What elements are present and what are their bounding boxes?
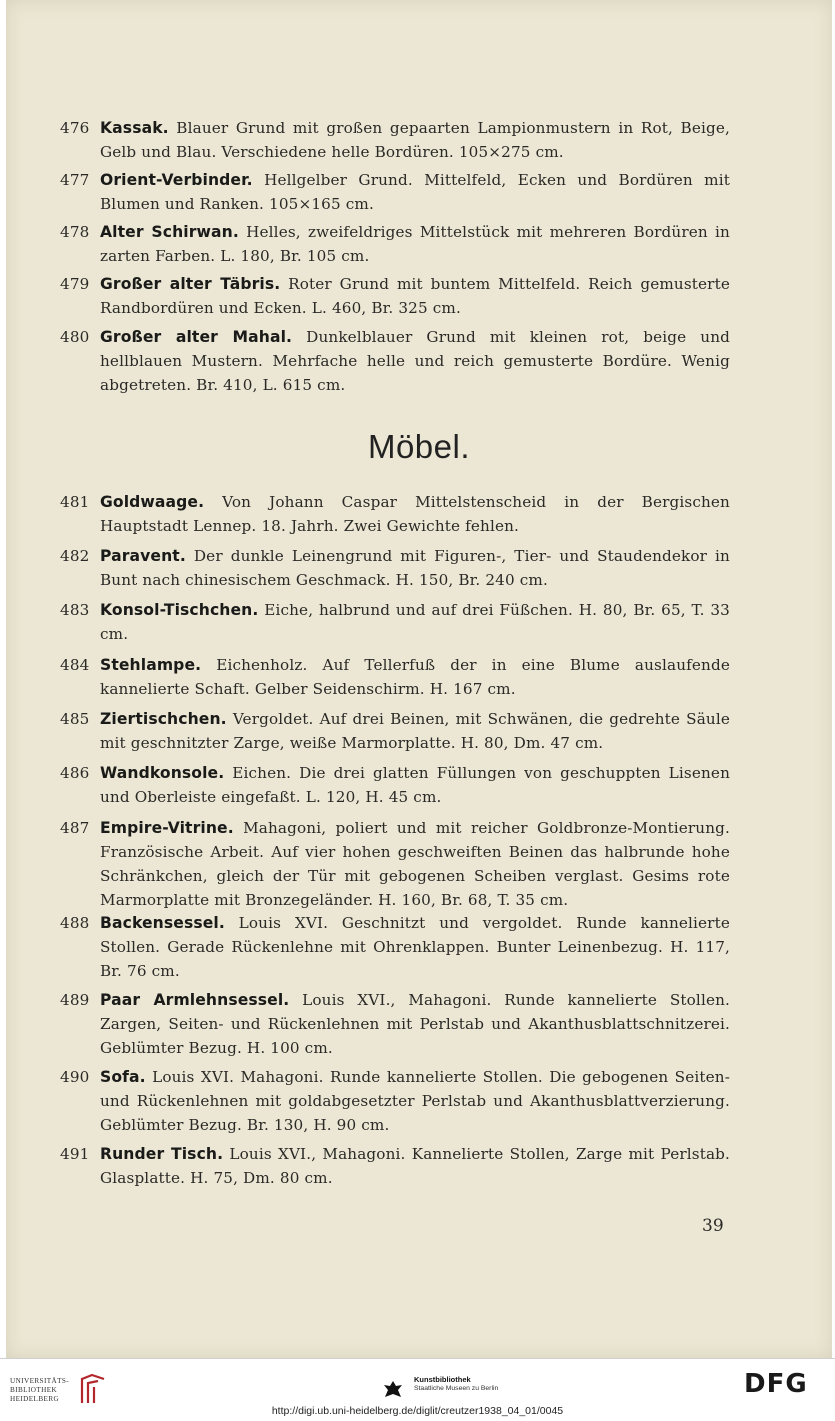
catalog-entry: [62, 325, 730, 397]
catalog-entry: [62, 220, 730, 268]
catalog-entry: [62, 1142, 730, 1190]
catalog-entry: [62, 816, 730, 912]
entry-description: Dunkelblauer Grund mit kleinen rot, beige und hellblauen Mustern. Mehrfache helle und reich gemusterte Bordüre. Wenig abgetreten. Br. 410, L. 615 cm.: [100, 328, 731, 394]
entry-name: Empire-Vitrine.: [100, 819, 234, 837]
entry-name: Konsol-Tischchen.: [100, 601, 259, 619]
entry-name: Backensessel.: [100, 914, 225, 932]
entry-number: 483: [60, 601, 90, 619]
entry-name: Orient-Verbinder.: [100, 171, 253, 189]
entry-name: Goldwaage.: [100, 493, 205, 511]
entry-number: 490: [60, 1068, 90, 1086]
entry-description: Blauer Grund mit großen gepaarten Lampionmustern in Rot, Beige, Gelb und Blau. Verschiedene helle Bordüren. 105×275 cm.: [100, 119, 731, 161]
entry-name: Wandkonsole.: [100, 764, 225, 782]
entry-name: Kassak.: [100, 119, 169, 137]
entry-name: Paar Armlehnsessel.: [100, 991, 290, 1009]
catalog-entry: [62, 598, 730, 646]
entry-name: Alter Schirwan.: [100, 223, 239, 241]
source-url-link[interactable]: http://digi.ub.uni-heidelberg.de/diglit/creutzer1938_04_01/0045: [271, 1405, 564, 1417]
entry-name: Sofa.: [100, 1068, 146, 1086]
kunstbibliothek-logo[interactable]: [382, 1375, 562, 1405]
entry-description: Mahagoni, poliert und mit reicher Goldbronze-Montierung. Französische Arbeit. Auf vier hohen geschweiften Beinen das halbrunde hohe Schränkchen, gleich der Tür mit gebogenen Scheiben verglast. Gesims rote Marmorplatte mit Bronzegeländer. H. 160, Br. 68, T. 35 cm.: [100, 819, 730, 909]
entry-description: Louis XVI. Mahagoni. Runde kannelierte Stollen. Die gebogenen Seiten- und Rückenlehnen mit goldabgesetzter Perlstab und Akanthusblattverzierung. Geblümter Bezug. Br. 130, H. 90 cm.: [100, 1068, 730, 1134]
entry-number: 488: [60, 914, 90, 932]
entry-number: 484: [60, 656, 90, 674]
entry-name: Paravent.: [100, 547, 186, 565]
entry-description: Der dunkle Leinengrund mit Figuren-, Tier- und Staudendekor in Bunt nach chinesischem Geschmack. H. 150, Br. 240 cm.: [100, 547, 730, 589]
university-line-2: BIBLIOTHEK: [10, 1386, 58, 1394]
catalog-entry: [62, 116, 730, 164]
footer-bar: [0, 1358, 835, 1421]
entry-number: 481: [60, 493, 90, 511]
entry-name: Großer alter Täbris.: [100, 275, 281, 293]
dfg-logo[interactable]: DFG: [744, 1369, 808, 1399]
entry-number: 476: [60, 119, 90, 137]
entry-description: Hellgelber Grund. Mittelfeld, Ecken und Bordüren mit Blumen und Ranken. 105×165 cm.: [100, 171, 730, 213]
catalog-entry: [62, 1065, 730, 1137]
entry-name: Großer alter Mahal.: [100, 328, 293, 346]
catalog-entry: [62, 653, 730, 701]
university-line-1: UNIVERSITÄTS-: [10, 1377, 70, 1385]
entry-number: 485: [60, 710, 90, 728]
entry-number: 489: [60, 991, 90, 1009]
entry-description: Helles, zweifeldriges Mittelstück mit mehreren Bordüren in zarten Farben. L. 180, Br. 105 cm.: [100, 223, 730, 265]
scanned-page: [6, 0, 832, 1358]
catalog-entry: [62, 544, 730, 592]
entry-description: Louis XVI., Mahagoni. Kannelierte Stollen, Zarge mit Perlstab. Glasplatte. H. 75, Dm. 80 cm.: [100, 1145, 731, 1187]
kunstbibliothek-subtitle: Staatliche Museen zu Berlin: [414, 1385, 499, 1392]
catalog-entry: [62, 761, 730, 809]
entry-description: Roter Grund mit buntem Mittelfeld. Reich gemusterte Randbordüren und Ecken. L. 460, Br. 325 cm.: [100, 275, 730, 317]
entry-name: Stehlampe.: [100, 656, 202, 674]
entry-description: Louis XVI. Geschnitzt und vergoldet. Runde kannelierte Stollen. Gerade Rückenlehne mit Ohrenklappen. Bunter Leinenbezug. H. 117, Br. 76 cm.: [100, 914, 730, 980]
entry-description: Von Johann Caspar Mittelstenscheid in der Bergischen Hauptstadt Lennep. 18. Jahrh. Zwei Gewichte fehlen.: [100, 493, 730, 535]
catalog-entry: [62, 490, 730, 538]
entry-description: Louis XVI., Mahagoni. Runde kannelierte Stollen. Zargen, Seiten- und Rückenlehnen mit Perlstab und Akanthusblattschnitzerei. Geblümter Bezug. H. 100 cm.: [100, 991, 730, 1057]
entry-name: Ziertischchen.: [100, 710, 227, 728]
entry-number: 479: [60, 275, 90, 293]
entry-description: Eichenholz. Auf Tellerfuß der in eine Blume auslaufende kannelierte Schaft. Gelber Seidenschirm. H. 167 cm.: [100, 656, 730, 698]
entry-number: 482: [60, 547, 90, 565]
entry-description: Eichen. Die drei glatten Füllungen von geschuppten Lisenen und Oberleiste eingefaßt. L. 120, H. 45 cm.: [100, 764, 730, 806]
entry-description: Vergoldet. Auf drei Beinen, mit Schwänen, die gedrehte Säule mit geschnitzter Zarge, weiße Marmorplatte. H. 80, Dm. 47 cm.: [100, 710, 730, 752]
entry-number: 478: [60, 223, 90, 241]
page-number: 39: [702, 1216, 724, 1236]
university-line-3: HEIDELBERG: [10, 1395, 60, 1403]
entry-number: 487: [60, 819, 90, 837]
entry-description: Eiche, halbrund und auf drei Füßchen. H. 80, Br. 65, T. 33 cm.: [100, 601, 730, 643]
catalog-entry: [62, 988, 730, 1060]
catalog-entry: [62, 168, 730, 216]
kunstbibliothek-name: Kunstbibliothek: [414, 1375, 471, 1384]
catalog-entry: [62, 707, 730, 755]
catalog-entry: [62, 272, 730, 320]
section-heading: Möbel.: [367, 428, 471, 465]
entry-number: 486: [60, 764, 90, 782]
entry-number: 477: [60, 171, 90, 189]
kunstbibliothek-eagle-icon: [382, 1379, 404, 1401]
entry-number: 491: [60, 1145, 90, 1163]
university-library-logo[interactable]: [10, 1375, 130, 1409]
university-emblem-icon: [78, 1373, 108, 1407]
entry-name: Runder Tisch.: [100, 1145, 224, 1163]
catalog-entry: [62, 911, 730, 983]
entry-number: 480: [60, 328, 90, 346]
